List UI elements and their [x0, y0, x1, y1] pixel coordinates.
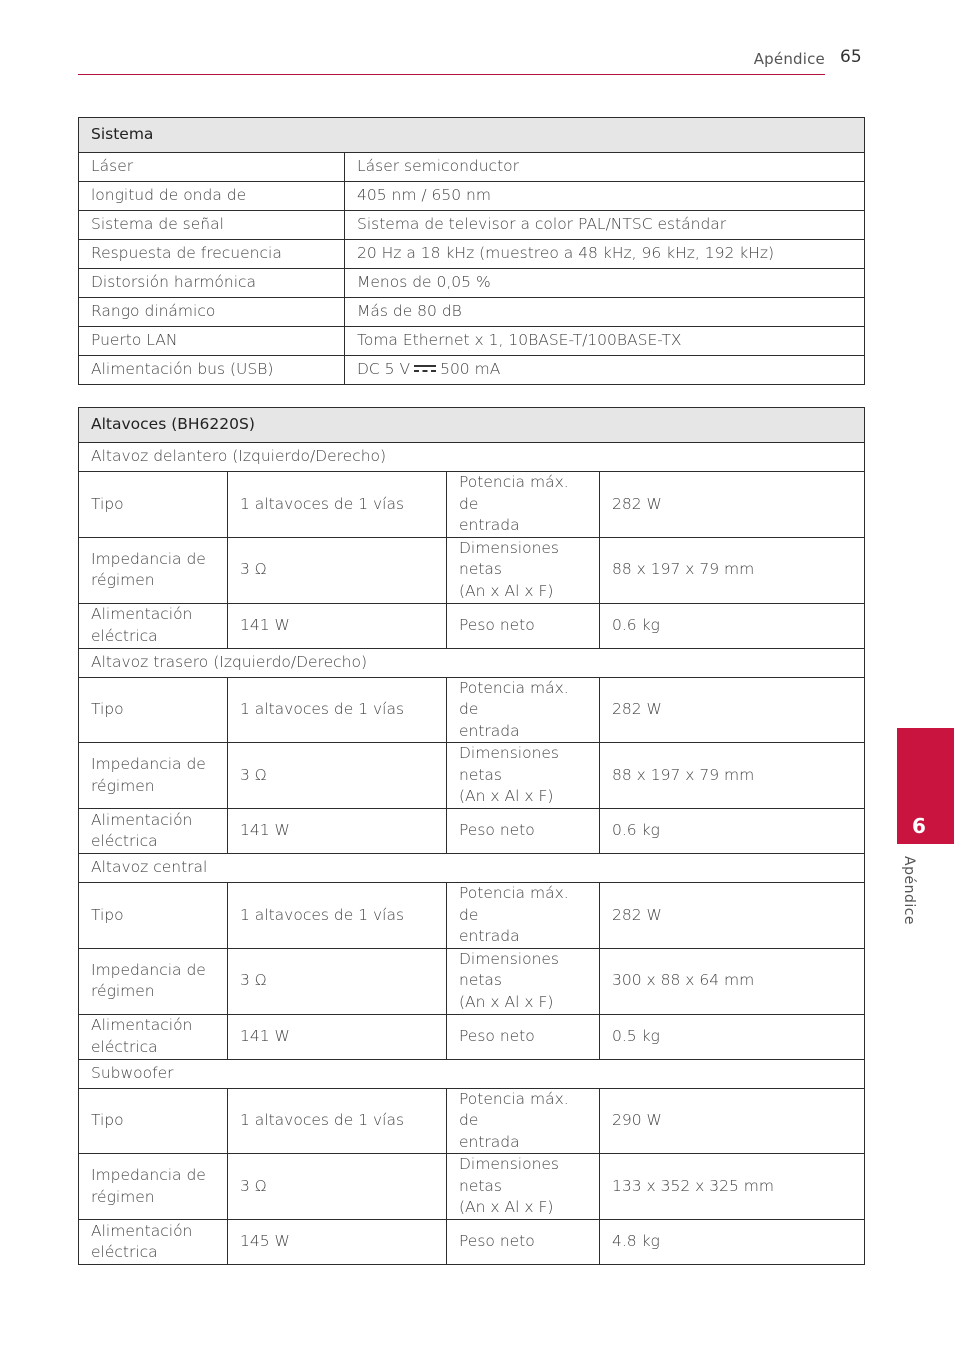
spec-label: Tipo: [79, 1088, 228, 1154]
spec-value: 3 Ω: [228, 537, 447, 603]
label-line: régimen: [91, 776, 155, 795]
spec-value: 405 nm / 650 nm: [345, 182, 865, 211]
spec-value: 282 W: [600, 677, 865, 743]
spec-value: 0.6 kg: [600, 603, 865, 648]
label-line: netas: [459, 1176, 503, 1195]
spec-value-prefix: DC 5 V: [357, 360, 411, 379]
spec-label: [447, 883, 600, 949]
spec-label: [79, 1220, 228, 1265]
label-line: (An x Al x F): [459, 787, 554, 806]
table-row: [79, 153, 865, 182]
spec-value: 282 W: [600, 883, 865, 949]
label-line: régimen: [91, 1187, 155, 1206]
table-row: [79, 677, 865, 743]
spec-label: [79, 948, 228, 1014]
speaker-group-name: Altavoz central: [79, 854, 865, 883]
label-line: entrada: [459, 721, 520, 740]
table-row: [79, 240, 865, 269]
table-row: [79, 743, 865, 809]
altavoces-table: [78, 407, 865, 1265]
altavoces-title: Altavoces (BH6220S): [79, 408, 865, 443]
spec-value: 141 W: [228, 603, 447, 648]
table-row: [79, 298, 865, 327]
table-row: [79, 327, 865, 356]
spec-value: 88 x 197 x 79 mm: [600, 743, 865, 809]
label-line: eléctrica: [91, 832, 158, 850]
spec-label: [447, 677, 600, 743]
spec-label: longitud de onda de: [79, 182, 345, 211]
table-row: [79, 182, 865, 211]
spec-label: Rango dinámico: [79, 298, 345, 327]
speaker-group-row: [79, 854, 865, 883]
spec-value: Láser semiconductor: [345, 153, 865, 182]
label-line: (An x Al x F): [459, 581, 554, 600]
speaker-group-name: Altavoz trasero (Izquierdo/Derecho): [79, 648, 865, 677]
label-line: Potencia máx. de: [459, 473, 569, 513]
table-row: [79, 948, 865, 1014]
label-line: Potencia máx. de: [459, 1089, 569, 1129]
chapter-label-box: [897, 854, 931, 964]
label-line: régimen: [91, 571, 155, 589]
chapter-label: Apéndice: [901, 856, 917, 926]
label-line: Dimensiones: [459, 1155, 560, 1174]
header-section-title: Apéndice: [753, 50, 825, 68]
label-line: Impedancia de: [91, 755, 206, 773]
table-row: [79, 356, 865, 385]
spec-label: [79, 1154, 228, 1220]
spec-label: [447, 537, 600, 603]
label-line: Dimensiones: [459, 744, 560, 763]
label-line: entrada: [459, 927, 520, 945]
label-line: Impedancia de: [91, 960, 206, 979]
spec-value: 4.8 kg: [600, 1220, 865, 1265]
spec-value: 20 Hz a 18 kHz (muestreo a 48 kHz, 96 kHz, 192 kHz): [345, 240, 865, 269]
header-rule: [78, 74, 825, 75]
table-row: [79, 883, 865, 949]
label-line: (An x Al x F): [459, 1198, 554, 1217]
table-row: [79, 1088, 865, 1154]
spec-value: 1 altavoces de 1 vías: [228, 472, 447, 538]
table-row: [79, 269, 865, 298]
spec-label: Puerto LAN: [79, 327, 345, 356]
label-line: Potencia máx. de: [459, 678, 569, 718]
label-line: eléctrica: [91, 1037, 158, 1056]
label-line: Impedancia de: [91, 549, 206, 568]
spec-value: 141 W: [228, 1014, 447, 1059]
spec-value: 1 altavoces de 1 vías: [228, 1088, 447, 1154]
spec-value: 3 Ω: [228, 1154, 447, 1220]
table-row: [79, 211, 865, 240]
label-line: Dimensiones: [459, 949, 560, 968]
spec-value: 3 Ω: [228, 948, 447, 1014]
spec-value: 3 Ω: [228, 743, 447, 809]
sistema-table: [78, 117, 865, 385]
chapter-tab: [897, 728, 954, 844]
label-line: Dimensiones: [459, 538, 560, 557]
sistema-title: Sistema: [79, 118, 865, 153]
dc-power-symbol-icon: [414, 364, 436, 374]
label-line: Impedancia de: [91, 1166, 206, 1184]
label-line: Alimentación: [91, 1221, 193, 1240]
spec-label: Peso neto: [447, 809, 600, 854]
spec-value: 0.6 kg: [600, 809, 865, 854]
label-line: (An x Al x F): [459, 992, 554, 1011]
label-line: netas: [459, 765, 503, 784]
spec-label: [79, 537, 228, 603]
spec-label: Tipo: [79, 472, 228, 538]
spec-label: [447, 1154, 600, 1220]
label-line: Alimentación: [91, 605, 193, 623]
spec-value: 133 x 352 x 325 mm: [600, 1154, 865, 1220]
spec-label: Tipo: [79, 677, 228, 743]
table-row: [79, 537, 865, 603]
label-line: Potencia máx. de: [459, 884, 569, 924]
speaker-group-row: [79, 648, 865, 677]
label-line: entrada: [459, 1132, 520, 1151]
label-line: Alimentación: [91, 1016, 193, 1034]
label-line: netas: [459, 971, 503, 990]
spec-value: 290 W: [600, 1088, 865, 1154]
chapter-number: 6: [912, 814, 926, 838]
spec-label: [447, 472, 600, 538]
table-row: [79, 809, 865, 854]
spec-label: Distorsión harmónica: [79, 269, 345, 298]
speaker-group-name: Altavoz delantero (Izquierdo/Derecho): [79, 443, 865, 472]
spec-label: [79, 809, 228, 854]
label-line: eléctrica: [91, 626, 158, 645]
label-line: eléctrica: [91, 1243, 158, 1261]
spec-value: Menos de 0,05 %: [345, 269, 865, 298]
spec-value: 1 altavoces de 1 vías: [228, 883, 447, 949]
spec-label: Tipo: [79, 883, 228, 949]
spec-value: 145 W: [228, 1220, 447, 1265]
spec-label: Peso neto: [447, 603, 600, 648]
table-row: [79, 1220, 865, 1265]
spec-label: Peso neto: [447, 1014, 600, 1059]
spec-value: 0.5 kg: [600, 1014, 865, 1059]
spec-label: Sistema de señal: [79, 211, 345, 240]
table-row: [79, 603, 865, 648]
spec-label: [447, 743, 600, 809]
spec-label: Respuesta de frecuencia: [79, 240, 345, 269]
spec-value: 300 x 88 x 64 mm: [600, 948, 865, 1014]
spec-value: 88 x 197 x 79 mm: [600, 537, 865, 603]
spec-label: [79, 743, 228, 809]
speaker-group-name: Subwoofer: [79, 1059, 865, 1088]
spec-value: 282 W: [600, 472, 865, 538]
spec-label: [447, 948, 600, 1014]
spec-value: [345, 356, 865, 385]
page-number: 65: [840, 47, 862, 67]
spec-value: 1 altavoces de 1 vías: [228, 677, 447, 743]
label-line: entrada: [459, 516, 520, 534]
speaker-group-row: [79, 443, 865, 472]
spec-value: Sistema de televisor a color PAL/NTSC estándar: [345, 211, 865, 240]
table-row: [79, 472, 865, 538]
spec-label: [79, 1014, 228, 1059]
label-line: régimen: [91, 982, 155, 1000]
label-line: netas: [459, 560, 503, 579]
table-row: [79, 1014, 865, 1059]
spec-value-suffix: 500 mA: [440, 360, 501, 379]
spec-label: Láser: [79, 153, 345, 182]
spec-value: Más de 80 dB: [345, 298, 865, 327]
spec-value: Toma Ethernet x 1, 10BASE-T/100BASE-TX: [345, 327, 865, 356]
spec-label: [447, 1088, 600, 1154]
label-line: Alimentación: [91, 810, 193, 829]
table-row: [79, 1154, 865, 1220]
spec-label: Alimentación bus (USB): [79, 356, 345, 385]
spec-label: [79, 603, 228, 648]
spec-label: Peso neto: [447, 1220, 600, 1265]
speaker-group-row: [79, 1059, 865, 1088]
spec-value: 141 W: [228, 809, 447, 854]
